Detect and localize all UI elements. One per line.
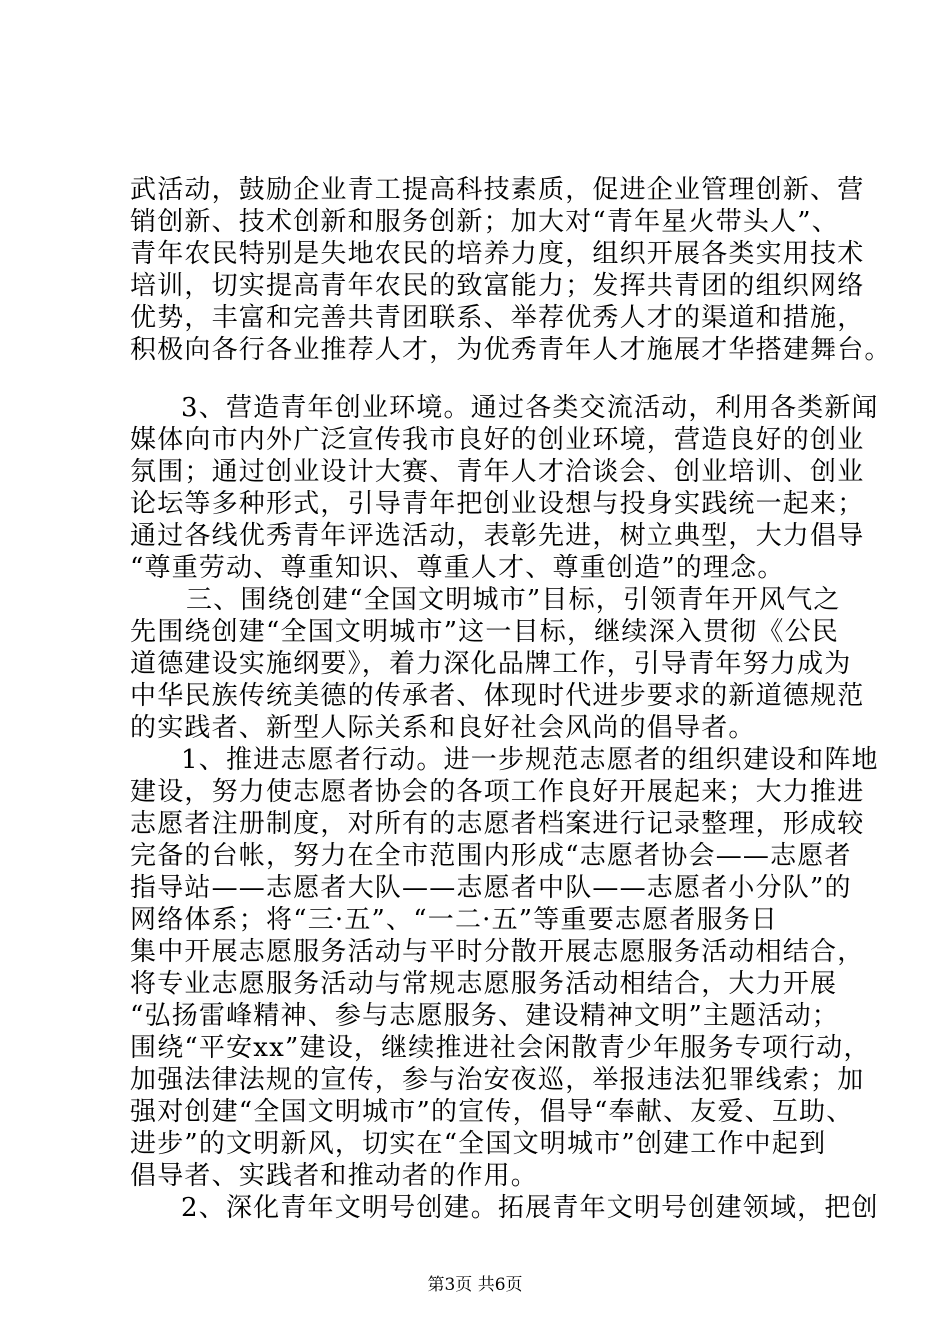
text-line: “尊重劳动、尊重知识、尊重人才、尊重创造”的理念。 [130, 553, 785, 583]
text-line: 网络体系；将“三·五”、“一二·五”等重要志愿者服务日 [130, 905, 779, 935]
text-line: 销创新、技术创新和服务创新；加大对“青年星火带头人”、 [130, 207, 839, 237]
text-line: 强对创建“全国文明城市”的宣传，倡导“奉献、友爱、互助、 [130, 1097, 854, 1127]
page-number: 第3页 共6页 [427, 1275, 523, 1295]
text-line: 中华民族传统美德的传承者、体现时代进步要求的新道德规范 [130, 681, 865, 711]
text-line: 培训，切实提高青年农民的致富能力；发挥共青团的组织网络 [130, 271, 865, 301]
text-line: 道德建设实施纲要》，着力深化品牌工作，引导青年努力成为 [130, 649, 852, 679]
text-line: 青年农民特别是失地农民的培养力度，组织开展各类实用技术 [130, 239, 865, 269]
text-line: 3、营造青年创业环境。通过各类交流活动，利用各类新闻 [181, 393, 879, 423]
text-line: 通过各线优秀青年评选活动，表彰先进，树立典型，大力倡导 [130, 521, 865, 551]
text-line: 倡导者、实践者和推动者的作用。 [130, 1161, 539, 1191]
text-line: 1、推进志愿者行动。进一步规范志愿者的组织建设和阵地 [181, 745, 879, 775]
text-line: 的实践者、新型人际关系和良好社会风尚的倡导者。 [130, 713, 756, 743]
text-line: 论坛等多种形式，引导青年把创业设想与投身实践统一起来； [130, 489, 865, 519]
text-line: 集中开展志愿服务活动与平时分散开展志愿服务活动相结合， [130, 937, 865, 967]
text-line: 建设，努力使志愿者协会的各项工作良好开展起来；大力推进 [130, 777, 865, 807]
text-line: 2、深化青年文明号创建。拓展青年文明号创建领域，把创 [181, 1193, 879, 1223]
text-line: 优势，丰富和完善共青团联系、举荐优秀人才的渠道和措施， [130, 303, 865, 333]
text-line: 志愿者注册制度，对所有的志愿者档案进行记录整理，形成较 [130, 809, 865, 839]
text-line: 进步”的文明新风，切实在“全国文明城市”创建工作中起到 [130, 1129, 827, 1159]
text-line: 氛围；通过创业设计大赛、青年人才洽谈会、创业培训、创业 [130, 457, 865, 487]
text-line: “弘扬雷峰精神、参与志愿服务、建设精神文明”主题活动； [130, 1001, 839, 1031]
text-line: 加强法律法规的宣传，参与治安夜巡，举报违法犯罪线索；加 [130, 1065, 865, 1095]
text-line: 完备的台帐，努力在全市范围内形成“志愿者协会——志愿者 [130, 841, 852, 871]
text-line: 武活动，鼓励企业青工提高科技素质，促进企业管理创新、营 [130, 175, 865, 205]
text-line: 将专业志愿服务活动与常规志愿服务活动相结合，大力开展 [130, 969, 838, 999]
text-line: 媒体向市内外广泛宣传我市良好的创业环境，营造良好的创业 [130, 425, 865, 455]
section-heading: 三、围绕创建“全国文明城市”目标，引领青年开风气之 [186, 585, 841, 615]
text-line: 围绕“平安xx”建设，继续推进社会闲散青少年服务专项行动， [130, 1033, 871, 1063]
text-line: 指导站——志愿者大队——志愿者中队——志愿者小分队”的 [130, 873, 852, 903]
text-line: 积极向各行各业推荐人才，为优秀青年人才施展才华搭建舞台。 [130, 335, 892, 365]
text-line: 先围绕创建“全国文明城市”这一目标，继续深入贯彻《公民 [130, 617, 839, 647]
